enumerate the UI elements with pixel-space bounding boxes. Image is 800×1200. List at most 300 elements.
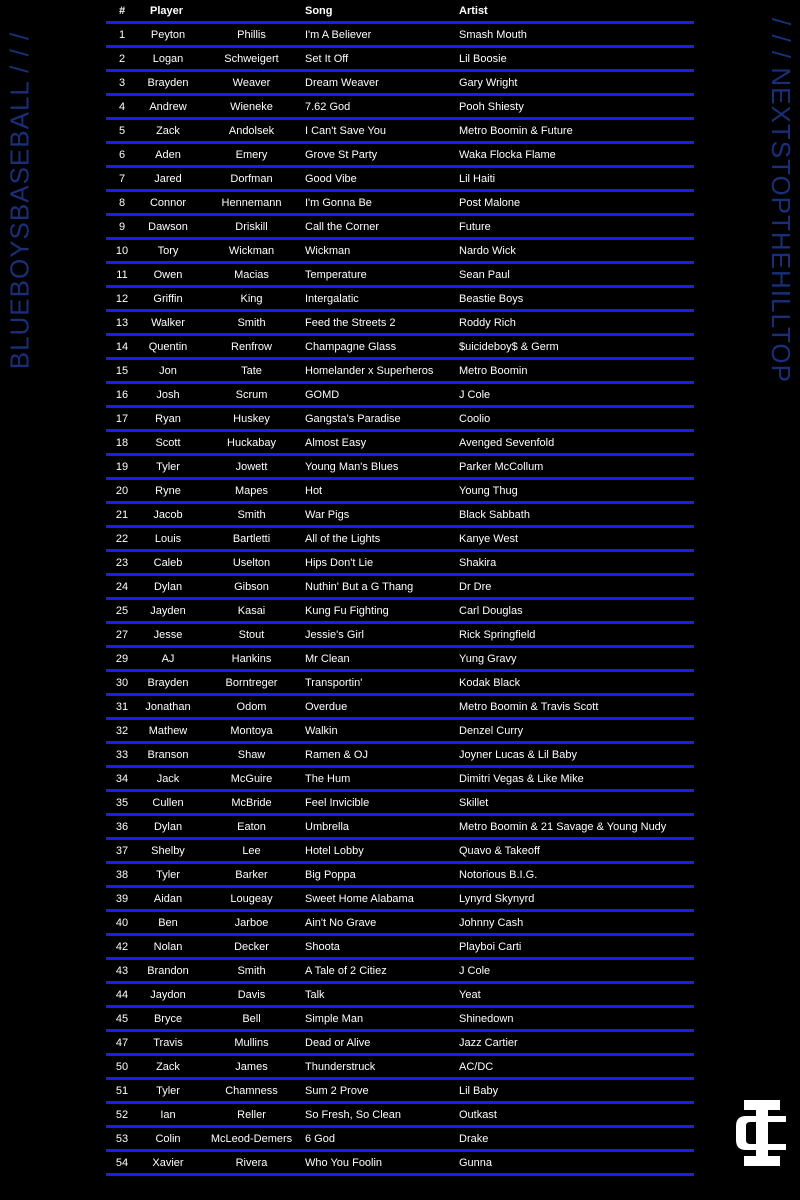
row-song: War Pigs — [305, 508, 350, 521]
row-first-name: Jacob — [153, 508, 183, 521]
row-first-name: Jonathan — [145, 700, 191, 713]
table-row — [106, 528, 694, 552]
row-first-name: Cullen — [152, 796, 184, 809]
row-song: Who You Foolin — [305, 1156, 383, 1169]
row-first-name: Brandon — [147, 964, 189, 977]
row-num: 10 — [115, 244, 129, 257]
row-num: 19 — [115, 460, 129, 473]
row-num: 17 — [115, 412, 129, 425]
walkup-songs-table — [106, 0, 694, 1176]
row-last-name: Odom — [236, 700, 267, 713]
row-num: 37 — [115, 844, 129, 857]
table-row — [106, 456, 694, 480]
row-first-name: Connor — [149, 196, 187, 209]
row-song: Hot — [305, 484, 323, 497]
table-row — [106, 168, 694, 192]
row-num: 13 — [115, 316, 129, 329]
row-last-name: Emery — [235, 148, 268, 161]
row-first-name: Josh — [156, 388, 180, 401]
row-artist: Gunna — [459, 1156, 493, 1169]
table-row — [106, 144, 694, 168]
row-num: 42 — [115, 940, 129, 953]
row-first-name: Logan — [152, 52, 184, 65]
row-first-name: Ryne — [155, 484, 181, 497]
row-num: 3 — [118, 76, 126, 89]
table-row — [106, 1080, 694, 1104]
row-artist: AC/DC — [459, 1060, 494, 1073]
row-num: 47 — [115, 1036, 129, 1049]
row-artist: Nardo Wick — [459, 244, 516, 257]
table-row — [106, 840, 694, 864]
row-last-name: Driskill — [235, 220, 268, 233]
row-artist: J Cole — [459, 388, 491, 401]
table-row — [106, 336, 694, 360]
table-header — [106, 0, 694, 24]
row-artist: Black Sabbath — [459, 508, 530, 521]
row-song: So Fresh, So Clean — [305, 1108, 401, 1121]
table-row — [106, 72, 694, 96]
row-num: 45 — [115, 1012, 129, 1025]
row-num: 16 — [115, 388, 129, 401]
row-artist: J Cole — [459, 964, 491, 977]
row-first-name: Zack — [156, 124, 180, 137]
row-first-name: Mathew — [148, 724, 188, 737]
row-artist: Sean Paul — [459, 268, 510, 281]
row-song: The Hum — [305, 772, 351, 785]
row-last-name: Wieneke — [230, 100, 273, 113]
row-num: 2 — [118, 52, 126, 65]
row-song: Umbrella — [305, 820, 350, 833]
row-first-name: Quentin — [148, 340, 188, 353]
row-first-name: Bryce — [153, 1012, 183, 1025]
row-song: Young Man's Blues — [305, 460, 399, 473]
row-first-name: Shelby — [151, 844, 185, 857]
row-artist: Yung Gravy — [459, 652, 517, 665]
row-artist: Metro Boomin & Travis Scott — [459, 700, 599, 713]
row-song: Big Poppa — [305, 868, 356, 881]
row-num: 50 — [115, 1060, 129, 1073]
row-last-name: Mapes — [234, 484, 269, 497]
row-first-name: Ryan — [155, 412, 181, 425]
row-last-name: Scrum — [235, 388, 268, 401]
row-num: 15 — [115, 364, 129, 377]
table-row — [106, 288, 694, 312]
row-artist: Dr Dre — [459, 580, 492, 593]
table-body — [106, 24, 694, 1176]
row-song: Hips Don't Lie — [305, 556, 374, 569]
table-row — [106, 552, 694, 576]
header-player: Player — [150, 4, 184, 17]
table-row — [106, 504, 694, 528]
row-num: 9 — [118, 220, 126, 233]
row-last-name: McLeod-Demers — [210, 1132, 293, 1145]
row-artist: Dimitri Vegas & Like Mike — [459, 772, 584, 785]
row-last-name: Eaton — [237, 820, 266, 833]
row-artist: Beastie Boys — [459, 292, 524, 305]
table-row — [106, 600, 694, 624]
row-num: 24 — [115, 580, 129, 593]
row-num: 53 — [115, 1132, 129, 1145]
row-first-name: Zack — [156, 1060, 180, 1073]
row-song: I Can't Save You — [305, 124, 386, 137]
row-num: 30 — [115, 676, 129, 689]
row-song: Good Vibe — [305, 172, 357, 185]
row-num: 39 — [115, 892, 129, 905]
row-last-name: Montoya — [230, 724, 273, 737]
row-last-name: Wickman — [228, 244, 275, 257]
row-last-name: Huckabay — [227, 436, 276, 449]
header-song: Song — [305, 4, 333, 17]
row-first-name: Travis — [153, 1036, 183, 1049]
row-num: 44 — [115, 988, 129, 1001]
row-num: 8 — [118, 196, 126, 209]
row-num: 12 — [115, 292, 129, 305]
row-artist: Metro Boomin — [459, 364, 528, 377]
row-song: Set It Off — [305, 52, 349, 65]
row-last-name: Reller — [237, 1108, 266, 1121]
row-song: Sweet Home Alabama — [305, 892, 414, 905]
row-artist: Playboi Carti — [459, 940, 522, 953]
row-artist: Lynyrd Skynyrd — [459, 892, 535, 905]
row-song: Champagne Glass — [305, 340, 397, 353]
row-last-name: Hankins — [231, 652, 272, 665]
row-first-name: Jaydon — [150, 988, 186, 1001]
row-song: GOMD — [305, 388, 340, 401]
row-artist: Coolio — [459, 412, 491, 425]
row-last-name: Huskey — [233, 412, 270, 425]
table-row — [106, 1128, 694, 1152]
row-last-name: Dorfman — [230, 172, 273, 185]
row-first-name: Tyler — [156, 868, 180, 881]
row-song: Walkin — [305, 724, 338, 737]
table-row — [106, 768, 694, 792]
row-last-name: Mullins — [234, 1036, 269, 1049]
row-song: Grove St Party — [305, 148, 378, 161]
row-song: Almost Easy — [305, 436, 367, 449]
table-row — [106, 384, 694, 408]
header-num: # — [118, 4, 126, 17]
row-last-name: Jowett — [235, 460, 268, 473]
row-num: 18 — [115, 436, 129, 449]
row-num: 27 — [115, 628, 129, 641]
row-last-name: Kasai — [237, 604, 266, 617]
row-song: Overdue — [305, 700, 348, 713]
row-last-name: Tate — [241, 364, 262, 377]
row-artist: Shinedown — [459, 1012, 514, 1025]
table-row — [106, 960, 694, 984]
row-last-name: McBride — [231, 796, 272, 809]
row-artist: Joyner Lucas & Lil Baby — [459, 748, 578, 761]
row-song: Intergalatic — [305, 292, 359, 305]
row-artist: Shakira — [459, 556, 497, 569]
row-song: Gangsta's Paradise — [305, 412, 401, 425]
row-song: 6 God — [305, 1132, 335, 1145]
row-song: All of the Lights — [305, 532, 381, 545]
row-first-name: Brayden — [147, 676, 189, 689]
row-song: Talk — [305, 988, 325, 1001]
row-song: Dead or Alive — [305, 1036, 371, 1049]
row-num: 29 — [115, 652, 129, 665]
row-song: 7.62 God — [305, 100, 351, 113]
row-first-name: Aidan — [153, 892, 183, 905]
row-first-name: AJ — [161, 652, 175, 665]
row-first-name: Branson — [147, 748, 189, 761]
row-last-name: Davis — [237, 988, 266, 1001]
row-song: Shoota — [305, 940, 340, 953]
side-text-left-label: BLUEBOYSBASEBALL / / / — [4, 31, 35, 369]
row-song: Temperature — [305, 268, 367, 281]
table-row — [106, 216, 694, 240]
row-num: 33 — [115, 748, 129, 761]
table-row — [106, 744, 694, 768]
row-num: 14 — [115, 340, 129, 353]
row-last-name: Hennemann — [221, 196, 282, 209]
row-num: 43 — [115, 964, 129, 977]
row-first-name: Colin — [155, 1132, 181, 1145]
row-num: 34 — [115, 772, 129, 785]
row-first-name: Griffin — [153, 292, 183, 305]
table-row — [106, 192, 694, 216]
row-num: 36 — [115, 820, 129, 833]
row-num: 22 — [115, 532, 129, 545]
table-row — [106, 240, 694, 264]
row-artist: Future — [459, 220, 491, 233]
row-artist: Parker McCollum — [459, 460, 544, 473]
table-row — [106, 48, 694, 72]
row-song: Feel Invicible — [305, 796, 370, 809]
row-artist: $uicideboy$ & Germ — [459, 340, 559, 353]
table-row — [106, 1032, 694, 1056]
row-first-name: Owen — [153, 268, 183, 281]
row-num: 20 — [115, 484, 129, 497]
row-song: Call the Corner — [305, 220, 379, 233]
row-artist: Kanye West — [459, 532, 519, 545]
row-artist: Outkast — [459, 1108, 497, 1121]
table-row — [106, 576, 694, 600]
table-row — [106, 648, 694, 672]
table-row — [106, 1152, 694, 1176]
row-artist: Jazz Cartier — [459, 1036, 518, 1049]
row-last-name: Decker — [234, 940, 269, 953]
table-row — [106, 696, 694, 720]
row-song: I'm A Believer — [305, 28, 372, 41]
row-artist: Waka Flocka Flame — [459, 148, 556, 161]
row-num: 54 — [115, 1156, 129, 1169]
row-last-name: Barker — [235, 868, 268, 881]
row-first-name: Jared — [154, 172, 182, 185]
row-last-name: McGuire — [230, 772, 273, 785]
row-first-name: Jack — [156, 772, 180, 785]
row-last-name: Shaw — [237, 748, 266, 761]
table-row — [106, 360, 694, 384]
row-artist: Carl Douglas — [459, 604, 523, 617]
row-artist: Smash Mouth — [459, 28, 527, 41]
row-num: 40 — [115, 916, 129, 929]
row-song: Transportin' — [305, 676, 363, 689]
row-last-name: Smith — [237, 508, 266, 521]
table-row — [106, 312, 694, 336]
row-artist: Post Malone — [459, 196, 521, 209]
row-last-name: Andolsek — [228, 124, 275, 137]
row-last-name: Phillis — [237, 28, 266, 41]
row-artist: Denzel Curry — [459, 724, 524, 737]
row-first-name: Jayden — [150, 604, 186, 617]
row-num: 35 — [115, 796, 129, 809]
row-first-name: Caleb — [153, 556, 183, 569]
row-first-name: Louis — [154, 532, 182, 545]
table-row — [106, 792, 694, 816]
row-num: 31 — [115, 700, 129, 713]
row-song: Thunderstruck — [305, 1060, 376, 1073]
table-row — [106, 888, 694, 912]
row-num: 4 — [118, 100, 126, 113]
table-row — [106, 120, 694, 144]
row-artist: Roddy Rich — [459, 316, 516, 329]
table-row — [106, 984, 694, 1008]
row-last-name: Uselton — [232, 556, 271, 569]
row-first-name: Dylan — [153, 580, 183, 593]
row-first-name: Ben — [158, 916, 178, 929]
row-first-name: Tory — [157, 244, 179, 257]
row-artist: Kodak Black — [459, 676, 521, 689]
table-row — [106, 912, 694, 936]
row-artist: Lil Baby — [459, 1084, 499, 1097]
table-row — [106, 432, 694, 456]
row-last-name: Macias — [234, 268, 269, 281]
row-song: Kung Fu Fighting — [305, 604, 389, 617]
table-row — [106, 264, 694, 288]
row-first-name: Ian — [160, 1108, 176, 1121]
row-last-name: Weaver — [232, 76, 271, 89]
row-num: 25 — [115, 604, 129, 617]
row-last-name: King — [240, 292, 263, 305]
table-row — [106, 720, 694, 744]
row-artist: Johnny Cash — [459, 916, 524, 929]
table-row — [106, 936, 694, 960]
row-song: Sum 2 Prove — [305, 1084, 369, 1097]
row-num: 5 — [118, 124, 126, 137]
row-first-name: Dylan — [153, 820, 183, 833]
ic-monogram-icon — [732, 1098, 792, 1168]
row-artist: Rick Springfield — [459, 628, 536, 641]
row-artist: Young Thug — [459, 484, 518, 497]
row-first-name: Walker — [151, 316, 185, 329]
row-last-name: Lougeay — [230, 892, 273, 905]
row-num: 38 — [115, 868, 129, 881]
table-row — [106, 1104, 694, 1128]
header-artist: Artist — [459, 4, 488, 17]
table-row — [106, 24, 694, 48]
row-first-name: Peyton — [150, 28, 186, 41]
row-last-name: Schweigert — [224, 52, 279, 65]
row-num: 23 — [115, 556, 129, 569]
row-last-name: Smith — [237, 964, 266, 977]
row-first-name: Brayden — [147, 76, 189, 89]
row-first-name: Aden — [155, 148, 181, 161]
row-first-name: Xavier — [152, 1156, 184, 1169]
row-artist: Lil Haiti — [459, 172, 496, 185]
row-artist: Drake — [459, 1132, 489, 1145]
row-artist: Skillet — [459, 796, 489, 809]
row-song: Hotel Lobby — [305, 844, 364, 857]
row-artist: Metro Boomin & 21 Savage & Young Nudy — [459, 820, 667, 833]
row-song: Ramen & OJ — [305, 748, 368, 761]
row-song: Jessie's Girl — [305, 628, 364, 641]
table-row — [106, 96, 694, 120]
table-row — [106, 480, 694, 504]
side-text-right — [760, 0, 800, 400]
row-first-name: Scott — [155, 436, 181, 449]
row-artist: Avenged Sevenfold — [459, 436, 555, 449]
row-first-name: Dawson — [148, 220, 188, 233]
row-last-name: Smith — [237, 316, 266, 329]
row-song: I'm Gonna Be — [305, 196, 372, 209]
row-song: Nuthin' But a G Thang — [305, 580, 414, 593]
row-first-name: Jon — [159, 364, 177, 377]
row-first-name: Tyler — [156, 460, 180, 473]
row-num: 1 — [118, 28, 126, 41]
row-last-name: Chamness — [225, 1084, 278, 1097]
table-row — [106, 408, 694, 432]
table-row — [106, 1056, 694, 1080]
row-num: 51 — [115, 1084, 129, 1097]
row-song: Dream Weaver — [305, 76, 379, 89]
row-last-name: Borntreger — [225, 676, 278, 689]
row-song: Ain't No Grave — [305, 916, 377, 929]
row-num: 6 — [118, 148, 126, 161]
row-song: Mr Clean — [305, 652, 350, 665]
row-artist: Yeat — [459, 988, 481, 1001]
row-artist: Quavo & Takeoff — [459, 844, 540, 857]
row-first-name: Nolan — [153, 940, 183, 953]
side-text-left — [0, 0, 40, 400]
table-row — [106, 1008, 694, 1032]
row-song: Wickman — [305, 244, 351, 257]
row-num: 32 — [115, 724, 129, 737]
row-last-name: Gibson — [234, 580, 269, 593]
table-row — [106, 864, 694, 888]
row-last-name: Bell — [242, 1012, 261, 1025]
row-artist: Gary Wright — [459, 76, 518, 89]
side-text-right-label: / / / NEXTSTOPTHEHILLTOP — [765, 17, 796, 383]
row-artist: Lil Boosie — [459, 52, 507, 65]
row-last-name: Renfrow — [231, 340, 272, 353]
table-row — [106, 672, 694, 696]
row-last-name: Lee — [242, 844, 261, 857]
row-song: Feed the Streets 2 — [305, 316, 396, 329]
row-song: Simple Man — [305, 1012, 364, 1025]
row-first-name: Tyler — [156, 1084, 180, 1097]
row-num: 21 — [115, 508, 129, 521]
row-first-name: Andrew — [149, 100, 187, 113]
row-artist: Pooh Shiesty — [459, 100, 524, 113]
row-artist: Metro Boomin & Future — [459, 124, 573, 137]
row-last-name: James — [235, 1060, 268, 1073]
row-song: Homelander x Superheros — [305, 364, 434, 377]
row-last-name: Rivera — [235, 1156, 268, 1169]
row-num: 52 — [115, 1108, 129, 1121]
row-last-name: Bartletti — [232, 532, 271, 545]
row-artist: Notorious B.I.G. — [459, 868, 538, 881]
row-first-name: Jesse — [153, 628, 183, 641]
row-last-name: Jarboe — [234, 916, 269, 929]
table-row — [106, 624, 694, 648]
row-song: A Tale of 2 Citiez — [305, 964, 387, 977]
row-num: 7 — [118, 172, 126, 185]
table-row — [106, 816, 694, 840]
row-num: 11 — [116, 268, 128, 281]
row-last-name: Stout — [238, 628, 265, 641]
